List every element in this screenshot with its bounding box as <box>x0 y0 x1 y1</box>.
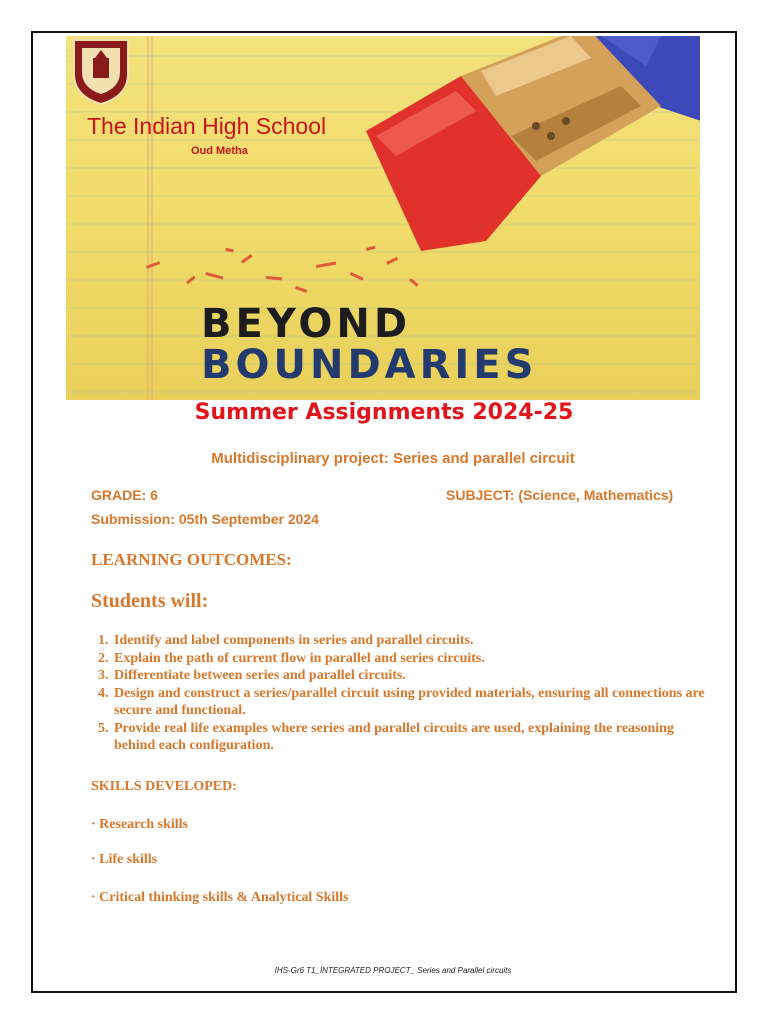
cover-banner <box>66 36 700 400</box>
list-item: 1. Identify and label components in series and parallel circuits. <box>112 632 712 650</box>
page-footer: IHS-Gr6 T1_INTEGRATED PROJECT_ Series and Parallel circuits <box>274 966 512 975</box>
list-item: 2. Explain the path of current flow in parallel and series circuits. <box>112 650 712 668</box>
submission-date: Submission: 05th September 2024 <box>91 511 319 527</box>
learning-outcomes-list <box>91 632 712 755</box>
school-name: The Indian High School <box>87 113 327 139</box>
learning-outcomes-heading: LEARNING OUTCOMES: <box>91 550 292 569</box>
school-crest-logo <box>66 36 136 106</box>
skill-item: · Critical thinking skills & Analytical Skills <box>91 890 349 905</box>
skills-heading: SKILLS DEVELOPED: <box>91 779 237 794</box>
page-title: Summer Assignments 2024-25 <box>194 400 574 425</box>
banner-heading-boundaries: BOUNDARIES <box>201 342 538 388</box>
list-item: 3. Differentiate between series and parallel circuits. <box>112 667 712 685</box>
subject-label: SUBJECT: (Science, Mathematics) <box>446 487 674 503</box>
banner-heading-beyond: BEYOND <box>201 301 412 347</box>
skill-item: · Research skills <box>91 817 188 832</box>
school-location: Oud Metha <box>191 145 248 157</box>
grade-label: GRADE: 6 <box>91 487 158 503</box>
students-will-heading: Students will: <box>91 590 209 612</box>
list-item: 5. Provide real life examples where series and parallel circuits are used, explaining the reasoning behind each configuration. <box>112 720 712 755</box>
list-item: 4. Design and construct a series/parallel circuit using provided materials, ensuring all connections are secure and functional. <box>112 685 712 720</box>
skill-item: · Life skills <box>91 852 158 867</box>
project-subtitle: Multidisciplinary project: Series and parallel circuit <box>211 450 575 467</box>
